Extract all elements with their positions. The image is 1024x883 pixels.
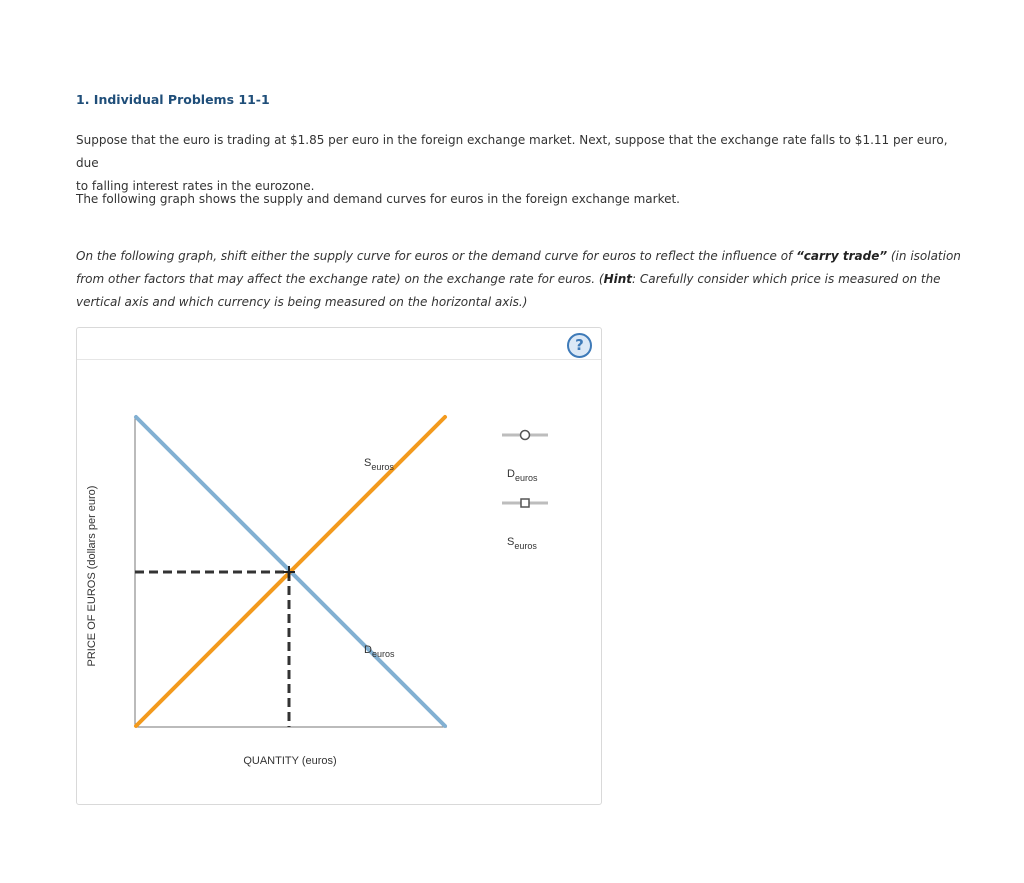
question-title: 1. Individual Problems 11-1	[76, 92, 270, 107]
supply-label-main: S	[364, 457, 372, 469]
supply-curve-label	[364, 457, 394, 472]
graph-panel	[76, 327, 602, 805]
x-axis-label: QUANTITY (euros)	[243, 755, 337, 767]
demand-tool-circle-icon	[521, 431, 530, 440]
legend-demand-sub: euros	[514, 473, 538, 483]
legend-demand-tool[interactable]	[502, 431, 548, 484]
demand-curve-label	[364, 644, 395, 659]
supply-label-sub: euros	[371, 462, 394, 472]
legend-supply-sub: euros	[514, 541, 537, 551]
graph-description: The following graph shows the supply and demand curves for euros in the foreign exchange market.	[76, 192, 680, 206]
instructions-part-c: (in isolation	[887, 249, 961, 263]
scenario-line-2: to falling interest rates in the eurozone.	[76, 179, 315, 193]
legend-supply-main: S	[507, 536, 515, 548]
demand-label-sub: euros	[371, 649, 395, 659]
graph-canvas	[77, 328, 601, 804]
hint-label: Hint	[603, 272, 633, 286]
instructions	[76, 245, 966, 314]
legend-demand-label	[507, 468, 538, 483]
instructions-part-g: vertical axis and which currency is being measured on the horizontal axis.)	[76, 295, 528, 309]
legend-demand-main: D	[507, 468, 515, 480]
legend-supply-label	[507, 536, 537, 551]
demand-label-main: D	[364, 644, 372, 656]
carry-trade-emphasis: “carry trade”	[796, 249, 888, 263]
instructions-part-d: from other factors that may affect the exchange rate) on the exchange rate for euros. (	[76, 272, 604, 286]
instructions-part-a: On the following graph, shift either the supply curve for euros or the demand curve for euros to reflect the influence of	[76, 249, 797, 263]
help-icon[interactable]: ?	[567, 333, 592, 358]
instructions-part-f: : Carefully consider which price is measured on the	[632, 272, 941, 286]
legend-supply-tool[interactable]	[502, 499, 548, 551]
scenario-line-1: Suppose that the euro is trading at $1.85 per euro in the foreign exchange market. Next, suppose that the exchange rate falls to $1.11 per euro, due	[76, 133, 948, 170]
supply-tool-square-icon	[521, 499, 529, 507]
y-axis-label: PRICE OF EUROS (dollars per euro)	[86, 485, 98, 667]
